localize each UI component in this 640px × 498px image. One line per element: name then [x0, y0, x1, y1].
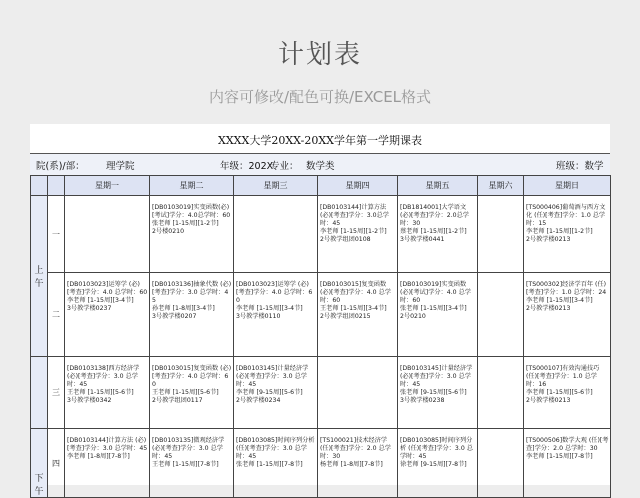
- course-cell: [TS000302]经济学百年 (任)[考查]学分：1.0 总学时：24 李老师 [1-15周][3-4节] 2号教学楼0213: [524, 273, 611, 357]
- course-cell: [DB0103135]微观经济学 (必)[考查]学分：3.0 总学时：45 王老师 [1-15周][7-8节]: [150, 429, 234, 498]
- course-cell: [DB0103085]时间序列分析 (任)[考查]学分：3.0 总学时：45 徐老师 [9-15周][7-8节]: [398, 429, 478, 498]
- course-cell: [DB0103138]西方经济学(必)[考查]学分：3.0 总学时：45 王老师 [1-15周][5-6节] 3号教学楼0342: [65, 357, 150, 429]
- day-header: 星期六: [478, 176, 524, 196]
- table-row: [31, 196, 611, 273]
- course-cell: [DB0103144]计算方法 (必)[考查]学分：3.0 总学时：45 李老师 [1-8周][7-8节]: [65, 429, 150, 498]
- period-label-am: 上 午: [31, 196, 48, 357]
- dept-label: 院(系)/部：: [36, 161, 85, 172]
- course-cell: [65, 196, 150, 273]
- course-cell: [DB0103144]计算方法(必)[考查]学分：3.0总学时：45 李老师 [1-15周][1-2节] 2号教学组团0108: [318, 196, 398, 273]
- table-row: [31, 273, 611, 357]
- course-cell: [478, 273, 524, 357]
- course-cell: [DB0103015]复变函数 (必)[考查]学分：4.0 总学时：60 王老师 [1-15周][5-6节] 2号教学组团0117: [150, 357, 234, 429]
- row-number: 四: [48, 429, 65, 498]
- course-cell: [318, 357, 398, 429]
- course-cell: [DB0103145]计量经济学 (必)[考查]学分：3.0 总学时：45 李老师 [9-15周][5-6节] 2号教学楼0234: [234, 357, 318, 429]
- course-cell: [DB1814001]大学语文(必)[考查]学分：2.0总学时：30 蔡老师 [1-15周][1-2节] 3号教学楼0441: [398, 196, 478, 273]
- corner-cell: [31, 176, 48, 196]
- course-cell: [478, 357, 524, 429]
- table-row: [31, 429, 611, 498]
- course-cell: [478, 429, 524, 498]
- course-cell: [DB0103019]实变函数(必)[考试]学分：4.0总学时：60 张老师 [1-15周][1-2节] 2号楼0210: [150, 196, 234, 273]
- row-number: 三: [48, 357, 65, 429]
- course-cell: [234, 196, 318, 273]
- row-number: 二: [48, 273, 65, 357]
- major-label: 专业：: [270, 161, 299, 172]
- course-cell: [DB0103023]运筹学 (必)[考查]学分：4.0 总学时：60 李老师 [1-15周][3-4节] 3号教学楼0110: [234, 273, 318, 357]
- table-row: [31, 357, 611, 429]
- course-cell: [TS100021]技术经济学 (任)[考查]学分：2.0 总学时：30 杨老师 [1-8周][7-8节]: [318, 429, 398, 498]
- schedule-sheet: [30, 124, 610, 497]
- day-header: 星期二: [150, 176, 234, 196]
- class-label: 班级：数学: [556, 161, 604, 172]
- dept-value: 理学院: [106, 161, 135, 172]
- course-cell: [DB0103015]复变函数 (必)[考查]学分：4.0 总学时：60 王老师 [1-15周][3-4节] 2号教学组团0215: [318, 273, 398, 357]
- course-cell: [DB0103136]抽象代数 (必)[考查]学分：3.0 总学时：45 孙老师 [1-8周][3-4节] 3号教学楼0207: [150, 273, 234, 357]
- period-blank: [31, 357, 48, 429]
- schedule-title: XXXX大学20XX-20XX学年第一学期课表: [218, 134, 422, 147]
- course-cell: [TS000107]有效沟通技巧 (任)[考查]学分：1.0 总学时：16 李老师 [1-15周][5-6节] 2号教学楼0213: [524, 357, 611, 429]
- page-title: 计划表: [277, 40, 362, 70]
- course-cell: [DB0103023]运筹学 (必)[考查]学分：4.0 总学时：60 李老师 [1-15周][3-4节] 3号教学楼0237: [65, 273, 150, 357]
- course-cell: [DB0103085]时间序列分析 (任)[考查]学分：3.0 总学时：45 张老师 [1-15周][7-8节]: [234, 429, 318, 498]
- day-header: 星期日: [524, 176, 611, 196]
- course-cell: [DB0103019]实变函数 (必)[考试]学分：4.0 总学时：60 张老师 [1-15周][3-4节] 2号0210: [398, 273, 478, 357]
- page-subtitle: 内容可修改/配色可换/EXCEL格式: [208, 88, 432, 106]
- day-header: 星期一: [65, 176, 150, 196]
- corner-cell: [48, 176, 65, 196]
- day-header-row: [31, 176, 611, 196]
- major-value: 数学类: [306, 161, 335, 172]
- course-cell: [DB0103145]计量经济学 (必)[考查]学分：3.0 总学时：45 张老师 [9-15周][5-6节] 3号教学楼0238: [398, 357, 478, 429]
- course-cell: [TS000406]葡萄酒与西方文化 (任)[考查]学分：1.0 总学时：15 李老师 [1-15周][1-2节] 2号教学楼0213: [524, 196, 611, 273]
- course-cell: [TS000506]数学大观 (任)[考查]学分：2.0 总学时：30 李老师 [1-15周][7-8节]: [524, 429, 611, 498]
- schedule-table: [30, 175, 611, 498]
- period-label-pm: 下 午: [31, 429, 48, 498]
- day-header: 星期三: [234, 176, 318, 196]
- day-header: 星期五: [398, 176, 478, 196]
- grade-label: 年级：202X: [220, 161, 274, 172]
- course-cell: [478, 196, 524, 273]
- row-number: 一: [48, 196, 65, 273]
- info-bar: [30, 153, 610, 176]
- day-header: 星期四: [318, 176, 398, 196]
